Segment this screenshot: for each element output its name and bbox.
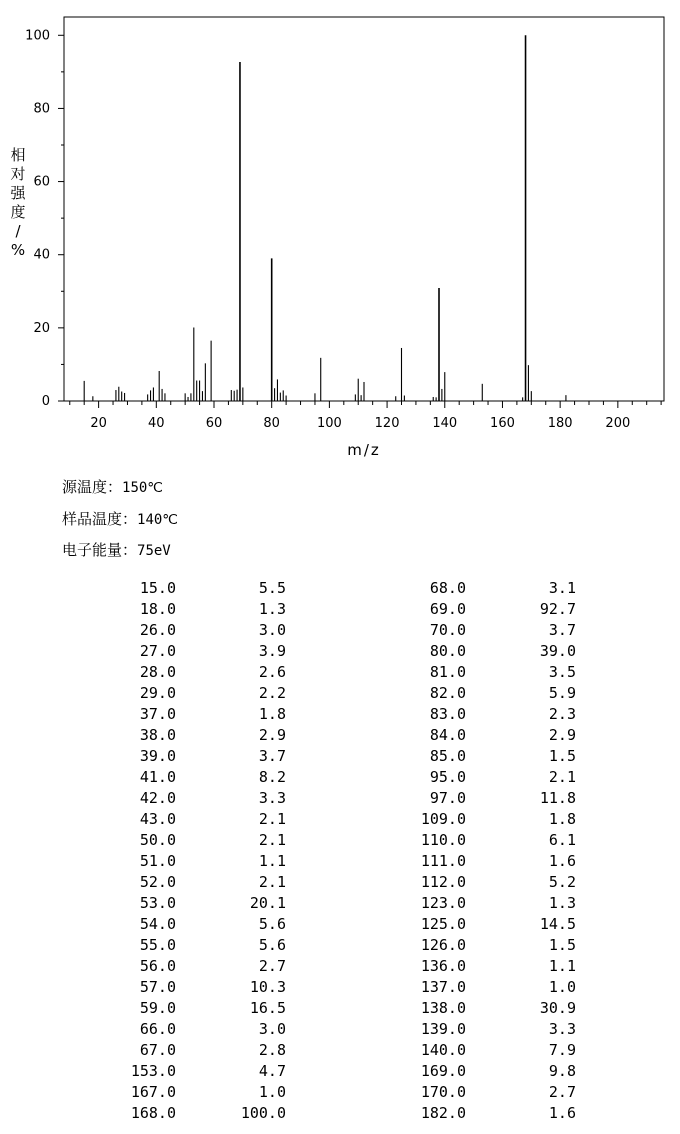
- y-tick-label: 20: [33, 320, 50, 336]
- electron-energy-label: 电子能量：: [62, 541, 138, 559]
- intensity-cell: 6.1: [548, 831, 576, 849]
- table-row: [380, 1082, 576, 1103]
- table-row: [380, 935, 576, 956]
- peak-table-left: [90, 578, 286, 1124]
- y-tick-label: 80: [33, 101, 50, 117]
- intensity-cell: 3.9: [258, 642, 286, 660]
- table-row: [380, 872, 576, 893]
- mz-cell: 168.0: [130, 1104, 176, 1122]
- source-temperature: [62, 476, 163, 497]
- mz-cell: 84.0: [429, 726, 466, 744]
- mz-cell: 59.0: [139, 999, 176, 1017]
- mz-cell: 56.0: [139, 957, 176, 975]
- mz-cell: 81.0: [429, 663, 466, 681]
- mz-cell: 126.0: [420, 936, 466, 954]
- mz-cell: 85.0: [429, 747, 466, 765]
- mz-cell: 137.0: [420, 978, 466, 996]
- mz-cell: 68.0: [429, 579, 466, 597]
- intensity-cell: 3.7: [548, 621, 576, 639]
- mz-cell: 28.0: [139, 663, 176, 681]
- table-row: [90, 998, 286, 1019]
- table-row: [380, 746, 576, 767]
- mass-spectrum-chart: [0, 0, 680, 470]
- table-row: [380, 767, 576, 788]
- table-row: [380, 599, 576, 620]
- table-row: [380, 725, 576, 746]
- intensity-cell: 20.1: [249, 894, 286, 912]
- y-tick-label: 40: [33, 247, 50, 263]
- intensity-cell: 3.3: [258, 789, 286, 807]
- intensity-cell: 1.3: [258, 600, 286, 618]
- intensity-cell: 2.9: [548, 726, 576, 744]
- intensity-cell: 1.0: [548, 978, 576, 996]
- x-tick-label: 180: [547, 416, 573, 431]
- table-row: [380, 620, 576, 641]
- table-row: [380, 830, 576, 851]
- intensity-cell: 3.0: [258, 1020, 286, 1038]
- mz-cell: 169.0: [420, 1062, 466, 1080]
- y-tick-label: 0: [41, 394, 50, 409]
- mz-cell: 109.0: [420, 810, 466, 828]
- mz-cell: 38.0: [139, 726, 176, 744]
- table-row: [90, 809, 286, 830]
- source-temperature-value: 150℃: [122, 480, 164, 496]
- table-row: [90, 767, 286, 788]
- intensity-cell: 92.7: [539, 600, 576, 618]
- table-row: [380, 662, 576, 683]
- table-row: [90, 599, 286, 620]
- mz-cell: 50.0: [139, 831, 176, 849]
- electron-energy-value: 75eV: [137, 543, 171, 559]
- mz-cell: 39.0: [139, 747, 176, 765]
- table-row: [90, 1040, 286, 1061]
- intensity-cell: 5.9: [548, 684, 576, 702]
- mz-cell: 138.0: [420, 999, 466, 1017]
- mz-cell: 41.0: [139, 768, 176, 786]
- table-row: [90, 977, 286, 998]
- intensity-cell: 1.8: [258, 705, 286, 723]
- table-row: [380, 809, 576, 830]
- mz-cell: 51.0: [139, 852, 176, 870]
- intensity-cell: 3.3: [548, 1020, 576, 1038]
- intensity-cell: 7.9: [548, 1041, 576, 1059]
- mz-cell: 66.0: [139, 1020, 176, 1038]
- intensity-cell: 5.2: [548, 873, 576, 891]
- table-row: [380, 851, 576, 872]
- x-tick-label: 120: [374, 416, 400, 431]
- intensity-cell: 2.7: [258, 957, 286, 975]
- table-row: [90, 641, 286, 662]
- mz-cell: 69.0: [429, 600, 466, 618]
- table-row: [90, 704, 286, 725]
- table-row: [380, 788, 576, 809]
- table-row: [380, 956, 576, 977]
- intensity-cell: 2.9: [258, 726, 286, 744]
- intensity-cell: 11.8: [539, 789, 576, 807]
- table-row: [380, 683, 576, 704]
- mz-cell: 57.0: [139, 978, 176, 996]
- mz-cell: 67.0: [139, 1041, 176, 1059]
- intensity-cell: 5.6: [258, 915, 286, 933]
- table-row: [90, 620, 286, 641]
- intensity-cell: 8.2: [258, 768, 286, 786]
- peak-table-right: [380, 578, 576, 1124]
- mz-cell: 140.0: [420, 1041, 466, 1059]
- table-row: [90, 830, 286, 851]
- table-row: [90, 935, 286, 956]
- x-tick-label: 60: [205, 416, 223, 431]
- table-row: [90, 1082, 286, 1103]
- x-axis-label: m/z: [347, 441, 381, 459]
- intensity-cell: 2.1: [258, 873, 286, 891]
- intensity-cell: 2.3: [548, 705, 576, 723]
- y-axis: [25, 28, 64, 409]
- mz-cell: 18.0: [139, 600, 176, 618]
- intensity-cell: 1.1: [548, 957, 576, 975]
- sample-temperature-value: 140℃: [137, 512, 179, 528]
- intensity-cell: 1.1: [258, 852, 286, 870]
- table-row: [90, 956, 286, 977]
- electron-energy: [62, 539, 171, 560]
- mz-cell: 80.0: [429, 642, 466, 660]
- sample-temperature: [62, 508, 178, 529]
- table-row: [90, 578, 286, 599]
- intensity-cell: 1.6: [548, 852, 576, 870]
- intensity-cell: 2.1: [258, 810, 286, 828]
- mz-cell: 170.0: [420, 1083, 466, 1101]
- table-row: [90, 851, 286, 872]
- mz-cell: 42.0: [139, 789, 176, 807]
- intensity-cell: 1.3: [548, 894, 576, 912]
- plot-frame: [64, 17, 664, 401]
- mz-cell: 153.0: [130, 1062, 176, 1080]
- intensity-cell: 3.1: [548, 579, 576, 597]
- intensity-cell: 30.9: [539, 999, 576, 1017]
- mz-cell: 52.0: [139, 873, 176, 891]
- mz-cell: 29.0: [139, 684, 176, 702]
- intensity-cell: 1.5: [548, 936, 576, 954]
- intensity-cell: 2.8: [258, 1041, 286, 1059]
- mz-cell: 53.0: [139, 894, 176, 912]
- spectrum-peaks: [84, 35, 566, 401]
- intensity-cell: 2.6: [258, 663, 286, 681]
- intensity-cell: 2.2: [258, 684, 286, 702]
- intensity-cell: 16.5: [249, 999, 286, 1017]
- intensity-cell: 2.7: [548, 1083, 576, 1101]
- x-tick-label: 140: [432, 416, 458, 431]
- table-row: [90, 788, 286, 809]
- table-row: [90, 1019, 286, 1040]
- mz-cell: 55.0: [139, 936, 176, 954]
- x-tick-label: 200: [605, 416, 631, 431]
- table-row: [90, 746, 286, 767]
- mz-cell: 123.0: [420, 894, 466, 912]
- mz-cell: 110.0: [420, 831, 466, 849]
- table-row: [90, 1061, 286, 1082]
- table-row: [380, 1040, 576, 1061]
- mz-cell: 83.0: [429, 705, 466, 723]
- y-tick-label: 60: [33, 174, 50, 190]
- table-row: [90, 893, 286, 914]
- table-row: [380, 914, 576, 935]
- mz-cell: 136.0: [420, 957, 466, 975]
- table-row: [380, 578, 576, 599]
- x-tick-label: 100: [316, 416, 342, 431]
- intensity-cell: 3.5: [548, 663, 576, 681]
- mz-cell: 26.0: [139, 621, 176, 639]
- intensity-cell: 100.0: [240, 1104, 286, 1122]
- mz-cell: 139.0: [420, 1020, 466, 1038]
- mz-cell: 95.0: [429, 768, 466, 786]
- mz-cell: 27.0: [139, 642, 176, 660]
- sample-temperature-label: 样品温度：: [62, 510, 138, 528]
- intensity-cell: 2.1: [548, 768, 576, 786]
- table-row: [90, 725, 286, 746]
- intensity-cell: 3.0: [258, 621, 286, 639]
- table-row: [90, 683, 286, 704]
- intensity-cell: 5.6: [258, 936, 286, 954]
- intensity-cell: 1.6: [548, 1104, 576, 1122]
- mz-cell: 167.0: [130, 1083, 176, 1101]
- x-tick-label: 40: [148, 416, 165, 431]
- intensity-cell: 4.7: [258, 1062, 286, 1080]
- intensity-cell: 14.5: [539, 915, 576, 933]
- y-axis-label: 相对强度/ %: [10, 146, 26, 259]
- mz-cell: 111.0: [420, 852, 466, 870]
- mz-cell: 37.0: [139, 705, 176, 723]
- table-row: [380, 977, 576, 998]
- source-temperature-label: 源温度：: [62, 478, 123, 496]
- intensity-cell: 1.8: [548, 810, 576, 828]
- intensity-cell: 3.7: [258, 747, 286, 765]
- intensity-cell: 9.8: [548, 1062, 576, 1080]
- mz-cell: 54.0: [139, 915, 176, 933]
- mz-cell: 70.0: [429, 621, 466, 639]
- table-row: [90, 914, 286, 935]
- table-row: [380, 1103, 576, 1124]
- x-axis: [70, 401, 661, 431]
- table-row: [90, 662, 286, 683]
- table-row: [380, 1061, 576, 1082]
- intensity-cell: 1.0: [258, 1083, 286, 1101]
- table-row: [90, 872, 286, 893]
- y-tick-label: 100: [25, 28, 50, 44]
- intensity-cell: 39.0: [539, 642, 576, 660]
- intensity-cell: 5.5: [258, 579, 286, 597]
- mz-cell: 125.0: [420, 915, 466, 933]
- table-row: [380, 1019, 576, 1040]
- mz-cell: 15.0: [139, 579, 176, 597]
- mz-cell: 82.0: [429, 684, 466, 702]
- table-row: [380, 893, 576, 914]
- mz-cell: 182.0: [420, 1104, 466, 1122]
- mz-cell: 112.0: [420, 873, 466, 891]
- table-row: [380, 704, 576, 725]
- table-row: [90, 1103, 286, 1124]
- x-tick-label: 20: [90, 416, 107, 431]
- mz-cell: 97.0: [429, 789, 466, 807]
- table-row: [380, 998, 576, 1019]
- x-tick-label: 80: [263, 416, 280, 431]
- intensity-cell: 1.5: [548, 747, 576, 765]
- intensity-cell: 2.1: [258, 831, 286, 849]
- mz-cell: 43.0: [139, 810, 176, 828]
- table-row: [380, 641, 576, 662]
- x-tick-label: 160: [490, 416, 515, 431]
- intensity-cell: 10.3: [249, 978, 286, 996]
